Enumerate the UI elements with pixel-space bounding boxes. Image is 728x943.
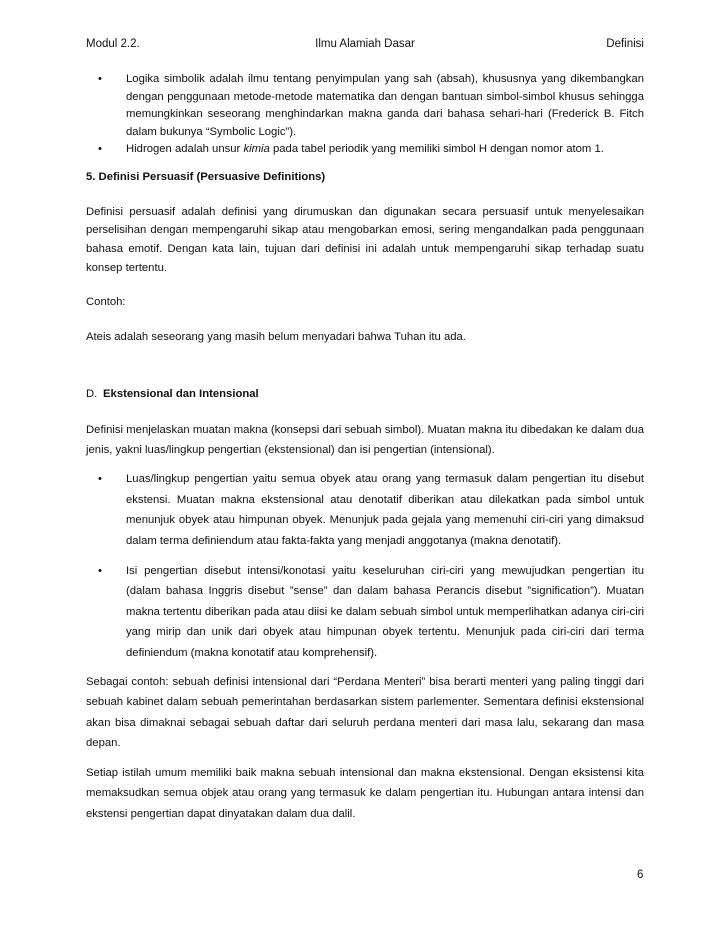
section-d-heading xyxy=(86,385,644,404)
section-d-bullet-list xyxy=(86,469,644,663)
header-course: Ilmu Alamiah Dasar xyxy=(315,38,415,50)
page-number: 6 xyxy=(637,869,644,881)
bullet-text: Isi pengertian disebut intensi/konotasi yaitu keseluruhan ciri-ciri yang mewujudkan pengertian itu (dalam bahasa Inggris disebut ”sense” dan dalam bahasa Perancis disebut ”signification”). Muatan makna tertentu diberikan pada atau diisi ke dalam sebuah simbol untuk memperlihatkan adanya ciri-ciri yang mirip dan unik dari obyek atau himpunan obyek tertentu. Menunjuk pada ciri-ciri dari terma definiendum (makna konotatif atau komprehensif). xyxy=(126,565,644,659)
section-d-paragraph-2: Sebagai contoh: sebuah definisi intensional dari “Perdana Menteri” bisa berarti menteri yang paling tinggi dari sebuah kabinet dalam sebuah pemerintahan berdasarkan sistem parlementer. Sementara definisi ekstensional akan bisa dimaknai sebagai sebuah daftar dari seluruh perdana menteri dari masa lalu, sekarang dan masa depan. xyxy=(86,676,644,750)
section-5-paragraph: Definisi persuasif adalah definisi yang dirumuskan dan digunakan secara persuasif untuk menyelesaikan perselisihan dengan mempengaruhi sikap atau mengobarkan emosi, sering mengandalkan pada penggunaan bahasa emotif. Dengan kata lain, tujuan dari definisi ini adalah untuk mempengaruhi sikap terhadap suatu konsep tertentu. xyxy=(86,205,644,274)
section-5-heading: 5. Definisi Persuasif (Persuasive Definitions) xyxy=(86,170,326,183)
bullet-text-emphasis: kimia xyxy=(243,143,270,156)
list-item xyxy=(86,469,644,551)
contoh-label: Contoh: xyxy=(86,296,126,309)
header-topic: Definisi xyxy=(606,38,644,50)
header-module: Modul 2.2. xyxy=(86,38,140,50)
bullet-icon: • xyxy=(98,143,102,156)
list-item xyxy=(86,561,644,663)
bullet-text: Logika simbolik adalah ilmu tentang penyimpulan yang sah (absah), khususnya yang dikembangkan dengan penggunaan metode-metode matematika dan dengan bantuan simbol-simbol khusus sehingga memungkinkan seseorang menghindarkan makna ganda dari bahasa sehari-hari (Frederick B. Fitch dalam bukunya “Symbolic Logic”). xyxy=(126,73,644,138)
section-d-paragraph-3: Setiap istilah umum memiliki baik makna sebuah intensional dan makna ekstensional. Dengan eksistensi kita memaksudkan semua objek atau orang yang termasuk ke dalam pengertian itu. Hubungan antara intensi dan ekstensi pengertian dapat dinyatakan dalam dua dalil. xyxy=(86,766,644,820)
page-content xyxy=(86,71,644,824)
list-item xyxy=(86,141,644,159)
bullet-text-before: Hidrogen adalah unsur xyxy=(126,143,244,156)
section-d-letter: D. xyxy=(86,387,98,400)
section-d-intro: Definisi menjelaskan muatan makna (konsepsi dari sebuah simbol). Muatan makna itu dibedakan ke dalam dua jenis, yakni luas/lingkup pengertian (ekstensional) dan isi pengertian (intensional). xyxy=(86,423,644,456)
list-item xyxy=(86,71,644,141)
section-5-example: Ateis adalah seseorang yang masih belum menyadari bahwa Tuhan itu ada. xyxy=(86,331,466,344)
bullet-text-after: pada tabel periodik yang memiliki simbol H dengan nomor atom 1. xyxy=(269,143,604,156)
bullet-icon: • xyxy=(98,473,102,486)
section-d-title: Ekstensional dan Intensional xyxy=(103,387,259,400)
bullet-icon: • xyxy=(98,565,102,578)
bullet-text: Luas/lingkup pengertian yaitu semua obyek atau orang yang termasuk dalam pengertian itu disebut ekstensi. Muatan makna ekstensional atau denotatif diberikan atau dilekatkan pada simbol untuk menunjuk obyek atau himpunan obyek. Menunjuk pada gejala yang memenuhi ciri-ciri yang dimaksud dalam terma definiendum atau fakta-fakta yang menjadi anggotanya (makna denotatif). xyxy=(126,473,644,547)
page-header xyxy=(86,38,644,54)
bullet-icon: • xyxy=(98,73,102,85)
top-bullet-list xyxy=(86,71,644,159)
